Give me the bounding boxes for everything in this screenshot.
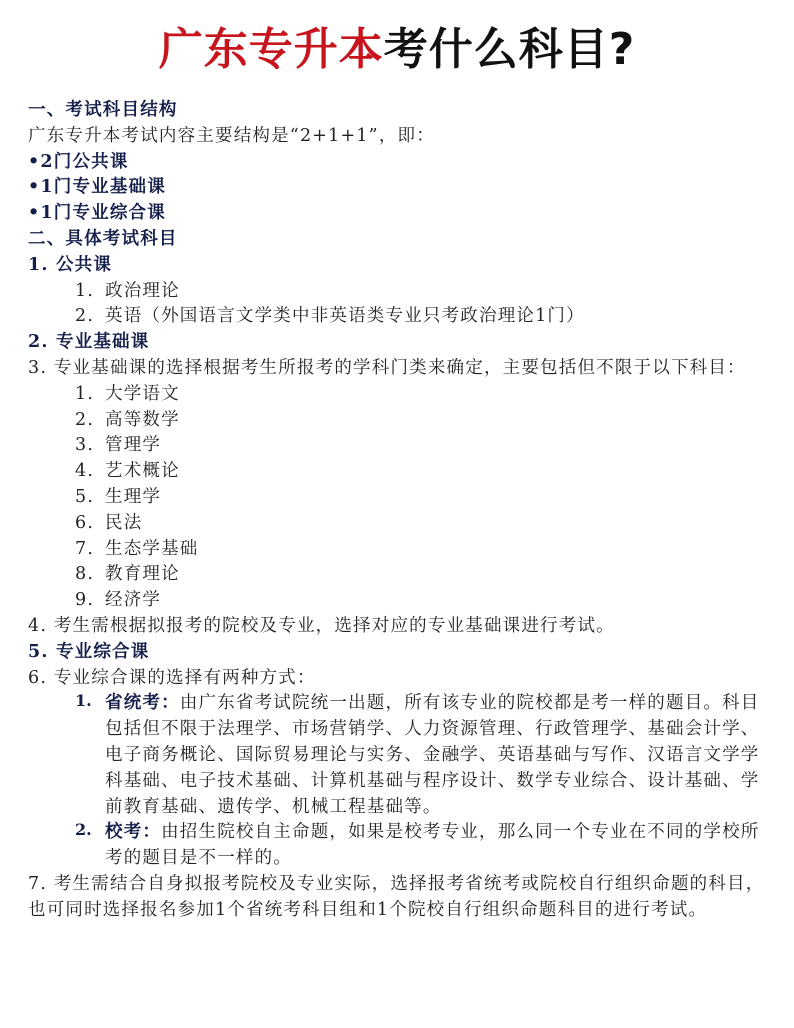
title-highlight: 广东专升本 [158,24,384,75]
list-item: 7. 生态学基础 [75,538,199,559]
section2-heading: 二、具体考试科目 [28,228,178,249]
list-item: 1. 大学语文 [75,383,180,404]
comprehensive-course-heading: 5. 专业综合课 [28,641,150,662]
item-text: 由招生院校自主命题，如果是校考专业，那么同一个专业在不同的学校所考的题目是不一样的。 [105,822,760,869]
list-item: 1. 政治理论 [75,280,180,301]
section1-intro: 广东专升本考试内容主要结构是“2+1+1”，即： [28,125,435,146]
section1-bullet: •1门专业综合课 [28,203,166,224]
list-item: 2. 英语（外国语言文学类中非英语类专业只考政治理论1门） [75,306,585,327]
item-label: 省统考： [105,693,180,714]
page-title [0,22,794,78]
list-item: 2. 校考：由招生院校自主命题，如果是校考专业，那么同一个专业在不同的学校所考的题目是不一样的。 [75,820,760,869]
comprehensive-course-desc: 6. 专业综合课的选择有两种方式： [28,667,316,688]
comprehensive-course-note: 7. 考生需结合自身拟报考院校及专业实际，选择报考省统考或院校自行组织命题的科目，也可同时选择报名参加1个省统考科目组和1个院校自行组织命题科目的进行考试。 [28,873,765,920]
list-item: 5. 生理学 [75,486,162,507]
section1-heading: 一、考试科目结构 [28,100,178,120]
list-item: 1. 省统考：由广东省考试院统一出题，所有该专业的院校都是考一样的题目。科目包括但不限于法理学、市场营销学、人力资源管理、行政管理学、基础会计学、电子商务概论、国际贸易理论与实务、金融学、英语基础与写作、汉语言文学学科基础、电子技术基础、计算机基础与程序设计、数学专业综合、设计基础、学前教育基础、遗传学、机械工程基础等。 [75,691,760,817]
basic-course-desc: 3. 专业基础课的选择根据考生所报考的学科门类来确定，主要包括但不限于以下科目： [28,357,746,378]
basic-course-note: 4. 考生需根据拟报考的院校及专业，选择对应的专业基础课进行考试。 [28,615,615,636]
public-course-heading: 1. 公共课 [28,254,113,275]
list-item: 6. 民法 [75,512,143,533]
section1-bullet: •2门公共课 [28,151,129,172]
list-item: 2. 高等数学 [75,409,180,430]
article-body [28,98,773,924]
item-label: 校考： [105,822,162,843]
list-item: 9. 经济学 [75,590,162,611]
section1-bullet: •1门专业基础课 [28,177,166,198]
list-item: 3. 管理学 [75,435,162,456]
title-rest: 考什么科目? [383,24,636,75]
item-text: 由广东省考试院统一出题，所有该专业的院校都是考一样的题目。科目包括但不限于法理学、市场营销学、人力资源管理、行政管理学、基础会计学、电子商务概论、国际贸易理论与实务、金融学、英语基础与写作、汉语言文学学科基础、电子技术基础、计算机基础与程序设计、数学专业综合、设计基础、学前教育基础、遗传学、机械工程基础等。 [105,693,760,817]
basic-course-heading: 2. 专业基础课 [28,332,150,353]
list-item: 4. 艺术概论 [75,461,180,482]
list-item: 8. 教育理论 [75,564,180,585]
